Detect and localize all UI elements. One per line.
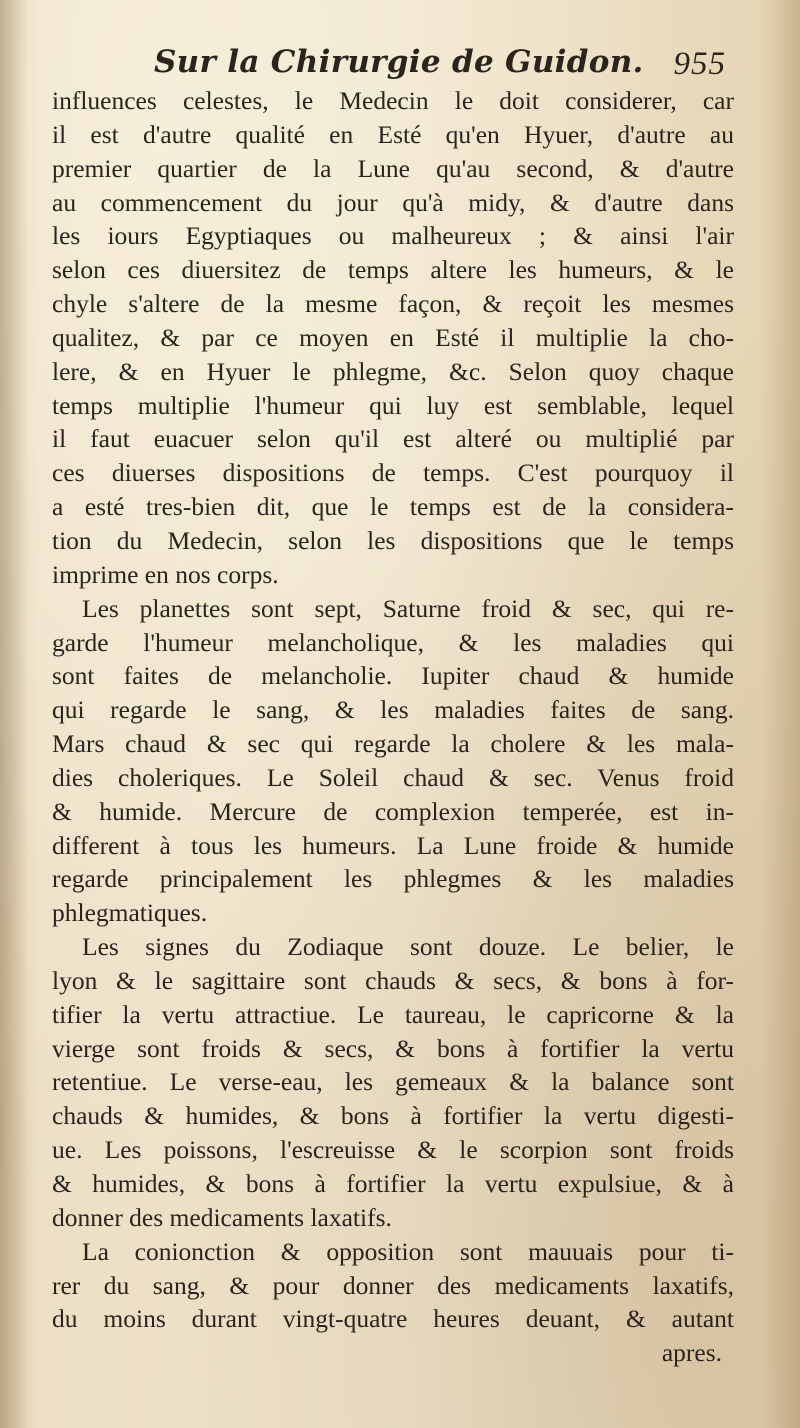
text-line: qualitez, & par ce moyen en Esté il multiplie la cho- xyxy=(52,322,734,352)
text-line: premier quartier de la Lune qu'au second, & d'autre xyxy=(52,153,734,183)
text-line: tion du Medecin, selon les dispositions que le temps xyxy=(52,525,734,555)
text-line: temps multiplie l'humeur qui luy est semblable, lequel xyxy=(52,390,734,420)
text-line: Les signes du Zodiaque sont douze. Le belier, le xyxy=(82,932,734,962)
text-line: ces diuerses dispositions de temps. C'est pourquoy il xyxy=(52,458,734,488)
text-line: & humides, & bons à fortifier la vertu expulsiue, & à xyxy=(52,1169,734,1198)
text-line: apres. xyxy=(661,1338,722,1368)
spine-shadow xyxy=(0,0,28,1428)
text-line: rer du sang, & pour donner des medicaments laxatifs, xyxy=(52,1270,734,1300)
text-line: selon ces diuersitez de temps altere les humeurs, & le xyxy=(52,255,734,285)
page-header xyxy=(150,40,730,90)
text-line: ue. Les poissons, l'escreuisse & le scorpion sont froids xyxy=(52,1135,734,1165)
text-line: lere, & en Hyuer le phlegme, &c. Selon quoy chaque xyxy=(52,356,734,386)
text-line: different à tous les humeurs. La Lune froide & humide xyxy=(52,830,734,860)
text-line: il est d'autre qualité en Esté qu'en Hyuer, d'autre au xyxy=(52,119,734,149)
text-line: La conionction & opposition sont mauuais pour ti- xyxy=(82,1236,734,1266)
text-line: phlegmatiques. xyxy=(52,898,208,928)
text-line: a esté tres-bien dit, que le temps est de la considera- xyxy=(52,492,734,522)
text-line: regarde principalement les phlegmes & les maladies xyxy=(52,864,734,894)
text-line: du moins durant vingt-quatre heures deuant, & autant xyxy=(52,1304,734,1334)
text-line: sont faites de melancholie. Iupiter chaud & humide xyxy=(52,661,734,691)
body-text xyxy=(52,84,734,1370)
page-number: 955 xyxy=(673,46,726,82)
text-line: les iours Egyptiaques ou malheureux ; & ainsi l'air xyxy=(52,221,734,251)
text-line: chauds & humides, & bons à fortifier la vertu digesti- xyxy=(52,1101,734,1131)
text-line: imprime en nos corps. xyxy=(52,559,279,589)
text-line: retentiue. Le verse-eau, les gemeaux & la balance sont xyxy=(52,1067,734,1097)
text-line: lyon & le sagittaire sont chauds & secs, & bons à for- xyxy=(52,965,734,995)
text-line: influences celestes, le Medecin le doit considerer, car xyxy=(52,86,734,115)
text-line: & humide. Mercure de complexion temperée, est in- xyxy=(52,796,734,826)
text-line: qui regarde le sang, & les maladies faites de sang. xyxy=(52,695,734,725)
text-line: vierge sont froids & secs, & bons à fortifier la vertu xyxy=(52,1033,734,1063)
text-line: chyle s'altere de la mesme façon, & reçoit les mesmes xyxy=(52,289,734,319)
text-line: Mars chaud & sec qui regarde la cholere & les mala- xyxy=(52,729,734,759)
text-line: au commencement du jour qu'à midy, & d'autre dans xyxy=(52,187,734,217)
text-line: dies choleriques. Le Soleil chaud & sec. Venus froid xyxy=(52,762,734,792)
running-title: Sur la Chirurgie de Guidon. xyxy=(154,44,644,80)
text-line: Les planettes sont sept, Saturne froid & sec, qui re- xyxy=(82,593,734,623)
text-line: donner des medicaments laxatifs. xyxy=(52,1202,392,1232)
text-line: tifier la vertu attractiue. Le taureau, le capricorne & la xyxy=(52,999,734,1029)
text-line: il faut euacuer selon qu'il est alteré ou multiplié par xyxy=(52,424,734,454)
text-line: garde l'humeur melancholique, & les maladies qui xyxy=(52,627,734,657)
